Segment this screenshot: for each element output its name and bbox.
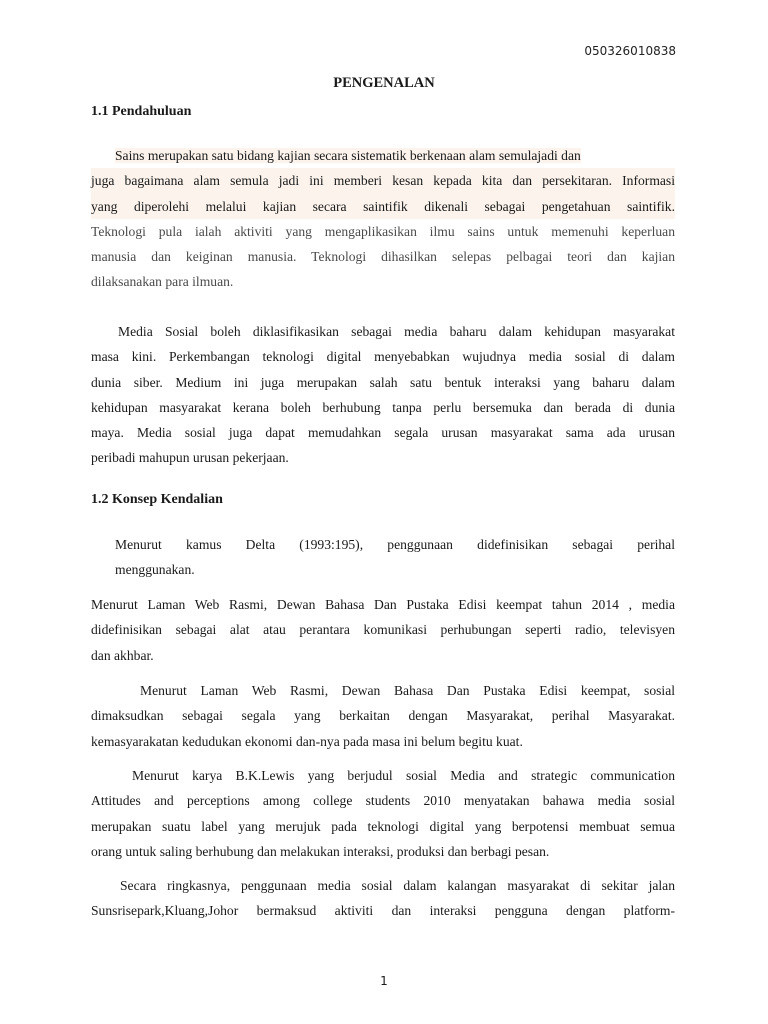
- paragraph-laman-web-sosial: [91, 678, 675, 754]
- paragraph-line: Sunsrisepark,Kluang,Johor bermaksud aktiviti dan interaksi pengguna dengan platform-: [91, 903, 675, 919]
- paragraph-line: orang untuk saling berhubung dan melakukan interaksi, produksi dan berbagi pesan.: [91, 843, 550, 859]
- paragraph-line: kehidupan masyarakat kerana boleh berhubung tanpa perlu bersemuka dan berada di dunia: [91, 399, 675, 415]
- paragraph-line: didefinisikan sebagai alat atau perantara komunikasi perhubungan seperti radio, televisyen: [91, 622, 675, 638]
- paragraph-line: masa kini. Perkembangan teknologi digital menyebabkan wujudnya media sosial di dalam: [91, 349, 675, 365]
- paragraph-line: dunia siber. Medium ini juga merupakan salah satu bentuk interaksi yang baharu dalam: [91, 374, 675, 390]
- paragraph-bk-lewis: [91, 763, 675, 864]
- paragraph-line: merupakan suatu label yang merujuk pada teknologi digital yang berpotensi membuat semua: [91, 818, 675, 834]
- paragraph-line: Menurut karya B.K.Lewis yang berjudul sosial Media and strategic communication: [132, 768, 675, 783]
- paragraph-line: Attitudes and perceptions among college students 2010 menyatakan bahawa media sosial: [91, 793, 675, 809]
- paragraph-line: Menurut Laman Web Rasmi, Dewan Bahasa Dan Pustaka Edisi keempat, sosial: [140, 683, 675, 698]
- paragraph-line: dimaksudkan sebagai segala yang berkaitan dengan Masyarakat, perihal Masyarakat.: [91, 708, 675, 724]
- heading-konsep-kendalian: 1.2 Konsep Kendalian: [91, 492, 223, 507]
- paragraph-laman-web-media: [91, 592, 675, 668]
- paragraph-line: menggunakan.: [115, 562, 195, 578]
- paragraph-sains: [91, 143, 675, 295]
- page-title: PENGENALAN: [333, 75, 435, 91]
- paragraph-line: Media Sosial boleh diklasifikasikan sebagai media baharu dalam kehidupan masyarakat: [118, 324, 675, 339]
- paragraph-line: Menurut kamus Delta (1993:195), penggunaan didefinisikan sebagai perihal: [115, 537, 675, 552]
- paragraph-line: Teknologi pula ialah aktiviti yang mengaplikasikan ilmu sains untuk memenuhi keperluan: [91, 223, 675, 239]
- paragraph-line: dilaksanakan para ilmuan.: [91, 274, 234, 290]
- paragraph-line: yang diperolehi melalui kajian secara saintifik dikenali sebagai pengetahuan saintifik.: [91, 194, 675, 219]
- paragraph-kamus-delta: [115, 532, 675, 583]
- paragraph-line: juga bagaimana alam semula jadi ini memberi kesan kepada kita dan persekitaran. Informasi: [91, 168, 675, 193]
- page-number: 1: [380, 974, 388, 988]
- paragraph-ringkasnya: [91, 873, 675, 924]
- heading-pendahuluan: 1.1 Pendahuluan: [91, 104, 192, 119]
- paragraph-line: kemasyarakatan kedudukan ekonomi dan-nya pada masa ini belum begitu kuat.: [91, 733, 523, 749]
- paragraph-line: Sains merupakan satu bidang kajian secara sistematik berkenaan alam semulajadi dan: [115, 148, 581, 163]
- paragraph-line: Menurut Laman Web Rasmi, Dewan Bahasa Dan Pustaka Edisi keempat tahun 2014 , media: [91, 597, 675, 612]
- paragraph-line: dan akhbar.: [91, 647, 154, 663]
- paragraph-line: maya. Media sosial juga dapat memudahkan segala urusan masyarakat sama ada urusan: [91, 425, 675, 441]
- paragraph-line: manusia dan keiginan manusia. Teknologi dihasilkan selepas pelbagai teori dan kajian: [91, 249, 675, 265]
- header-code: 050326010838: [584, 44, 676, 58]
- paragraph-line: Secara ringkasnya, penggunaan media sosial dalam kalangan masyarakat di sekitar jalan: [120, 878, 675, 893]
- paragraph-media-sosial: [91, 319, 675, 471]
- paragraph-line: peribadi mahupun urusan pekerjaan.: [91, 450, 289, 466]
